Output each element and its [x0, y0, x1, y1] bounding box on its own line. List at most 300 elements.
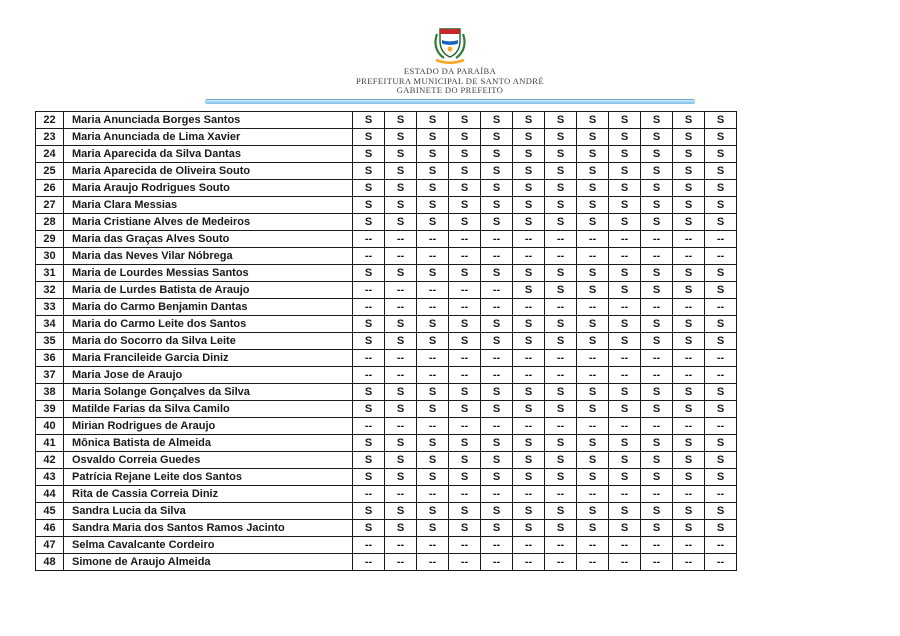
mark-cell: S [513, 315, 545, 332]
mark-cell: -- [545, 536, 577, 553]
row-number: 37 [36, 366, 64, 383]
mark-cell: S [577, 281, 609, 298]
mark-cell: S [641, 502, 673, 519]
mark-cell: S [641, 196, 673, 213]
mark-cell: -- [609, 298, 641, 315]
person-name: Maria Jose de Araujo [64, 366, 353, 383]
mark-cell: -- [609, 485, 641, 502]
mark-cell: S [609, 434, 641, 451]
row-number: 26 [36, 179, 64, 196]
mark-cell: S [481, 179, 513, 196]
mark-cell: S [641, 451, 673, 468]
mark-cell: -- [417, 281, 449, 298]
mark-cell: -- [673, 553, 705, 570]
mark-cell: -- [481, 417, 513, 434]
mark-cell: S [385, 196, 417, 213]
person-name: Maria do Socorro da Silva Leite [64, 332, 353, 349]
mark-cell: S [609, 502, 641, 519]
mark-cell: S [417, 179, 449, 196]
mark-cell: S [449, 383, 481, 400]
mark-cell: S [449, 264, 481, 281]
mark-cell: S [705, 179, 737, 196]
mark-cell: S [545, 162, 577, 179]
mark-cell: S [545, 451, 577, 468]
row-number: 48 [36, 553, 64, 570]
person-name: Maria Araujo Rodrigues Souto [64, 179, 353, 196]
mark-cell: S [673, 434, 705, 451]
mark-cell: S [385, 128, 417, 145]
mark-cell: S [641, 111, 673, 128]
mark-cell: -- [353, 553, 385, 570]
mark-cell: -- [577, 230, 609, 247]
mark-cell: S [609, 111, 641, 128]
mark-cell: -- [417, 553, 449, 570]
mark-cell: -- [641, 247, 673, 264]
mark-cell: S [481, 502, 513, 519]
mark-cell: S [673, 451, 705, 468]
mark-cell: S [385, 315, 417, 332]
person-name: Simone de Araujo Almeida [64, 553, 353, 570]
mark-cell: S [481, 383, 513, 400]
mark-cell: -- [513, 417, 545, 434]
mark-cell: S [673, 281, 705, 298]
mark-cell: -- [545, 247, 577, 264]
mark-cell: S [545, 128, 577, 145]
mark-cell: S [609, 332, 641, 349]
mark-cell: -- [641, 298, 673, 315]
mark-cell: -- [577, 366, 609, 383]
mark-cell: -- [513, 536, 545, 553]
mark-cell: S [577, 400, 609, 417]
mark-cell: -- [705, 298, 737, 315]
mark-cell: S [577, 179, 609, 196]
row-number: 47 [36, 536, 64, 553]
mark-cell: -- [449, 230, 481, 247]
mark-cell: S [513, 434, 545, 451]
mark-cell: -- [353, 349, 385, 366]
mark-cell: S [577, 434, 609, 451]
mark-cell: -- [449, 298, 481, 315]
table-row [36, 196, 737, 213]
header-divider-bar [205, 99, 695, 104]
table-row [36, 111, 737, 128]
mark-cell: S [705, 451, 737, 468]
mark-cell: -- [641, 536, 673, 553]
mark-cell: S [577, 315, 609, 332]
mark-cell: -- [513, 230, 545, 247]
mark-cell: S [449, 213, 481, 230]
table-row [36, 536, 737, 553]
mark-cell: -- [449, 536, 481, 553]
row-number: 23 [36, 128, 64, 145]
mark-cell: -- [609, 536, 641, 553]
row-number: 34 [36, 315, 64, 332]
mark-cell: -- [673, 298, 705, 315]
mark-cell: S [353, 196, 385, 213]
person-name: Maria do Carmo Benjamin Dantas [64, 298, 353, 315]
mark-cell: -- [449, 349, 481, 366]
row-number: 32 [36, 281, 64, 298]
mark-cell: S [353, 451, 385, 468]
mark-cell: S [481, 451, 513, 468]
person-name: Maria Anunciada de Lima Xavier [64, 128, 353, 145]
mark-cell: S [385, 264, 417, 281]
mark-cell: S [385, 332, 417, 349]
mark-cell: -- [449, 366, 481, 383]
mark-cell: S [513, 281, 545, 298]
mark-cell: S [353, 145, 385, 162]
mark-cell: -- [673, 247, 705, 264]
mark-cell: S [513, 179, 545, 196]
mark-cell: S [705, 502, 737, 519]
mark-cell: S [513, 502, 545, 519]
row-number: 38 [36, 383, 64, 400]
mark-cell: S [705, 332, 737, 349]
mark-cell: -- [705, 366, 737, 383]
mark-cell: S [673, 128, 705, 145]
mark-cell: S [641, 519, 673, 536]
mark-cell: S [673, 383, 705, 400]
mark-cell: S [577, 383, 609, 400]
mark-cell: S [577, 332, 609, 349]
person-name: Maria de Lourdes Messias Santos [64, 264, 353, 281]
mark-cell: S [513, 162, 545, 179]
mark-cell: S [353, 400, 385, 417]
mark-cell: -- [353, 281, 385, 298]
mark-cell: S [417, 315, 449, 332]
mark-cell: S [545, 111, 577, 128]
mark-cell: -- [481, 485, 513, 502]
mark-cell: -- [545, 298, 577, 315]
mark-cell: S [513, 213, 545, 230]
mark-cell: S [385, 162, 417, 179]
table-row [36, 230, 737, 247]
table-row [36, 400, 737, 417]
mark-cell: S [353, 111, 385, 128]
person-name: Osvaldo Correia Guedes [64, 451, 353, 468]
mark-cell: S [705, 281, 737, 298]
mark-cell: S [385, 519, 417, 536]
mark-cell: S [417, 383, 449, 400]
mark-cell: S [641, 434, 673, 451]
mark-cell: -- [385, 230, 417, 247]
table-row [36, 128, 737, 145]
table-row [36, 468, 737, 485]
mark-cell: S [481, 111, 513, 128]
mark-cell: S [385, 179, 417, 196]
mark-cell: -- [385, 553, 417, 570]
mark-cell: S [609, 519, 641, 536]
mark-cell: -- [449, 281, 481, 298]
mark-cell: S [705, 162, 737, 179]
mark-cell: S [385, 468, 417, 485]
mark-cell: -- [705, 349, 737, 366]
person-name: Maria Francileide Garcia Diniz [64, 349, 353, 366]
mark-cell: -- [353, 366, 385, 383]
person-name: Maria do Carmo Leite dos Santos [64, 315, 353, 332]
mark-cell: S [545, 315, 577, 332]
mark-cell: -- [481, 247, 513, 264]
attendance-table-wrapper [35, 111, 900, 571]
person-name: Maria das Neves Vilar Nóbrega [64, 247, 353, 264]
mark-cell: S [481, 162, 513, 179]
mark-cell: S [609, 383, 641, 400]
mark-cell: -- [449, 485, 481, 502]
mark-cell: S [673, 468, 705, 485]
table-row [36, 349, 737, 366]
mark-cell: S [577, 128, 609, 145]
mark-cell: S [577, 196, 609, 213]
mark-cell: S [705, 145, 737, 162]
mark-cell: S [449, 196, 481, 213]
person-name: Sandra Lucia da Silva [64, 502, 353, 519]
mark-cell: -- [545, 485, 577, 502]
mark-cell: -- [545, 349, 577, 366]
mark-cell: S [577, 502, 609, 519]
attendance-table [35, 111, 737, 571]
mark-cell: S [609, 264, 641, 281]
mark-cell: S [385, 145, 417, 162]
mark-cell: S [481, 332, 513, 349]
mark-cell: S [673, 162, 705, 179]
mark-cell: S [417, 502, 449, 519]
table-row [36, 553, 737, 570]
mark-cell: S [481, 213, 513, 230]
mark-cell: -- [705, 230, 737, 247]
mark-cell: S [705, 264, 737, 281]
mark-cell: -- [705, 485, 737, 502]
mark-cell: S [449, 451, 481, 468]
mark-cell: -- [641, 349, 673, 366]
mark-cell: S [513, 332, 545, 349]
person-name: Maria de Lurdes Batista de Araujo [64, 281, 353, 298]
mark-cell: S [673, 332, 705, 349]
mark-cell: S [641, 145, 673, 162]
table-row [36, 434, 737, 451]
mark-cell: S [481, 128, 513, 145]
mark-cell: S [545, 179, 577, 196]
mark-cell: S [449, 400, 481, 417]
mark-cell: S [545, 468, 577, 485]
person-name: Maria Aparecida da Silva Dantas [64, 145, 353, 162]
table-row [36, 162, 737, 179]
mark-cell: S [353, 213, 385, 230]
table-row [36, 281, 737, 298]
person-name: Maria Aparecida de Oliveira Souto [64, 162, 353, 179]
table-row [36, 179, 737, 196]
row-number: 40 [36, 417, 64, 434]
row-number: 41 [36, 434, 64, 451]
mark-cell: S [513, 519, 545, 536]
mark-cell: S [417, 128, 449, 145]
mark-cell: -- [577, 553, 609, 570]
mark-cell: S [705, 128, 737, 145]
table-row [36, 502, 737, 519]
mark-cell: -- [513, 298, 545, 315]
mark-cell: S [705, 213, 737, 230]
mark-cell: -- [481, 298, 513, 315]
person-name: Maria Anunciada Borges Santos [64, 111, 353, 128]
mark-cell: -- [353, 298, 385, 315]
mark-cell: S [449, 434, 481, 451]
mark-cell: -- [417, 298, 449, 315]
mark-cell: S [481, 196, 513, 213]
mark-cell: -- [353, 417, 385, 434]
person-name: Maria Cristiane Alves de Medeiros [64, 213, 353, 230]
mark-cell: -- [545, 417, 577, 434]
document-header [0, 0, 900, 104]
mark-cell: -- [545, 366, 577, 383]
mark-cell: S [353, 468, 385, 485]
mark-cell: S [449, 519, 481, 536]
mark-cell: -- [481, 536, 513, 553]
mark-cell: -- [513, 349, 545, 366]
row-number: 28 [36, 213, 64, 230]
mark-cell: -- [577, 298, 609, 315]
mark-cell: -- [385, 349, 417, 366]
mark-cell: -- [449, 553, 481, 570]
mark-cell: S [353, 502, 385, 519]
mark-cell: S [673, 213, 705, 230]
mark-cell: S [417, 111, 449, 128]
mark-cell: S [705, 434, 737, 451]
mark-cell: -- [577, 536, 609, 553]
mark-cell: S [705, 400, 737, 417]
mark-cell: -- [705, 417, 737, 434]
mark-cell: -- [481, 230, 513, 247]
mark-cell: -- [417, 366, 449, 383]
table-row [36, 451, 737, 468]
mark-cell: S [705, 111, 737, 128]
mark-cell: S [513, 264, 545, 281]
mark-cell: S [449, 145, 481, 162]
mark-cell: -- [673, 417, 705, 434]
mark-cell: S [545, 264, 577, 281]
row-number: 25 [36, 162, 64, 179]
mark-cell: -- [481, 281, 513, 298]
mark-cell: S [609, 213, 641, 230]
mark-cell: -- [673, 230, 705, 247]
coat-of-arms-icon [433, 26, 467, 64]
row-number: 22 [36, 111, 64, 128]
mark-cell: S [673, 196, 705, 213]
mark-cell: S [609, 196, 641, 213]
mark-cell: -- [641, 230, 673, 247]
table-body [36, 111, 737, 570]
table-row [36, 485, 737, 502]
mark-cell: S [577, 468, 609, 485]
row-number: 36 [36, 349, 64, 366]
mark-cell: -- [577, 485, 609, 502]
mark-cell: S [481, 468, 513, 485]
mark-cell: S [449, 468, 481, 485]
row-number: 30 [36, 247, 64, 264]
table-row [36, 213, 737, 230]
mark-cell: -- [609, 349, 641, 366]
mark-cell: S [609, 315, 641, 332]
mark-cell: -- [609, 366, 641, 383]
mark-cell: S [417, 451, 449, 468]
mark-cell: S [449, 315, 481, 332]
person-name: Mirian Rodrigues de Araujo [64, 417, 353, 434]
mark-cell: -- [513, 485, 545, 502]
mark-cell: -- [673, 349, 705, 366]
mark-cell: S [385, 213, 417, 230]
mark-cell: S [673, 502, 705, 519]
mark-cell: S [705, 315, 737, 332]
table-row [36, 145, 737, 162]
table-row [36, 417, 737, 434]
mark-cell: -- [481, 366, 513, 383]
mark-cell: -- [673, 536, 705, 553]
mark-cell: S [353, 519, 385, 536]
mark-cell: S [353, 332, 385, 349]
mark-cell: S [417, 196, 449, 213]
mark-cell: -- [417, 417, 449, 434]
mark-cell: S [545, 281, 577, 298]
row-number: 43 [36, 468, 64, 485]
mark-cell: -- [353, 230, 385, 247]
mark-cell: S [673, 315, 705, 332]
row-number: 42 [36, 451, 64, 468]
mark-cell: -- [545, 230, 577, 247]
person-name: Rita de Cassia Correia Diniz [64, 485, 353, 502]
mark-cell: S [353, 315, 385, 332]
table-row [36, 247, 737, 264]
mark-cell: S [641, 383, 673, 400]
mark-cell: S [417, 162, 449, 179]
mark-cell: S [545, 400, 577, 417]
mark-cell: S [513, 383, 545, 400]
mark-cell: S [513, 400, 545, 417]
mark-cell: S [417, 213, 449, 230]
mark-cell: S [353, 434, 385, 451]
mark-cell: -- [353, 485, 385, 502]
mark-cell: -- [641, 485, 673, 502]
header-office-line: GABINETE DO PREFEITO [396, 85, 504, 95]
mark-cell: S [545, 383, 577, 400]
mark-cell: S [513, 145, 545, 162]
mark-cell: -- [449, 247, 481, 264]
mark-cell: S [641, 281, 673, 298]
mark-cell: S [481, 519, 513, 536]
mark-cell: S [385, 451, 417, 468]
mark-cell: S [545, 502, 577, 519]
mark-cell: -- [353, 536, 385, 553]
mark-cell: S [353, 162, 385, 179]
table-row [36, 383, 737, 400]
person-name: Matilde Farias da Silva Camilo [64, 400, 353, 417]
table-row [36, 298, 737, 315]
mark-cell: -- [417, 349, 449, 366]
mark-cell: S [641, 213, 673, 230]
mark-cell: S [513, 468, 545, 485]
mark-cell: S [609, 145, 641, 162]
mark-cell: S [449, 332, 481, 349]
mark-cell: S [641, 315, 673, 332]
person-name: Mônica Batista de Almeida [64, 434, 353, 451]
mark-cell: S [609, 281, 641, 298]
mark-cell: S [545, 332, 577, 349]
row-number: 24 [36, 145, 64, 162]
mark-cell: S [705, 519, 737, 536]
mark-cell: S [417, 332, 449, 349]
mark-cell: S [385, 434, 417, 451]
mark-cell: -- [385, 536, 417, 553]
mark-cell: S [545, 196, 577, 213]
person-name: Sandra Maria dos Santos Ramos Jacinto [64, 519, 353, 536]
mark-cell: -- [417, 536, 449, 553]
